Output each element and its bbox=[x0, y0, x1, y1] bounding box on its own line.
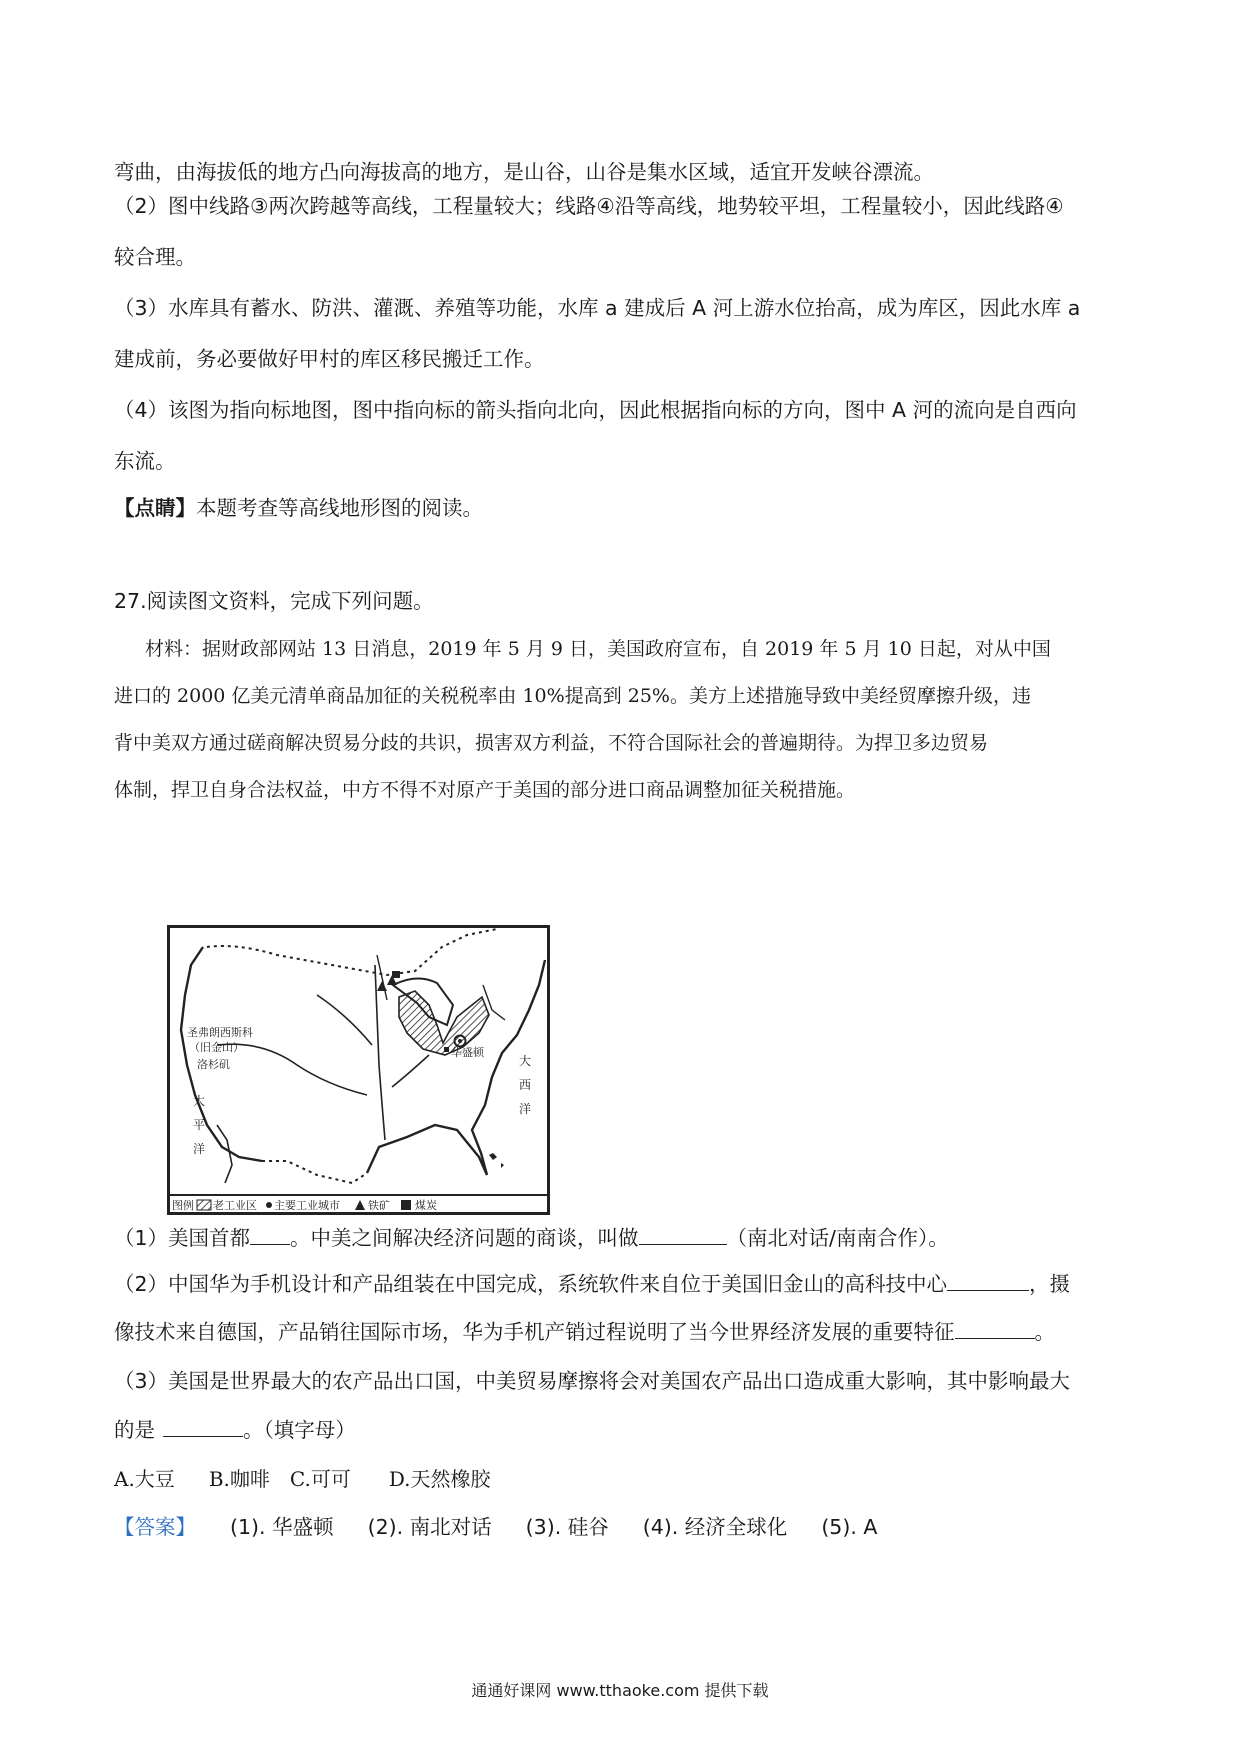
option-c: C.可可 bbox=[289, 1467, 351, 1491]
label-atlantic-3: 洋 bbox=[519, 1102, 532, 1116]
q2-text-d: 。 bbox=[1034, 1320, 1055, 1344]
q3-text-b: 的是 bbox=[114, 1418, 155, 1442]
answer-3: (3). 硅谷 bbox=[525, 1515, 609, 1539]
material-line-1: 材料：据财政部网站 13 日消息，2019 年 5 月 9 日，美国政府宣布，自 2019 年 5 月 10 日起，对从中国 bbox=[145, 638, 1051, 660]
sub-question-3-line-1: （3）美国是世界最大的农产品出口国，中美贸易摩擦将会对美国农产品出口造成重大影响，其中影响最大 bbox=[114, 1369, 1071, 1393]
material-line-4: 体制，捍卫自身合法权益，中方不得不对原产于美国的部分进口商品调整加征关税措施。 bbox=[114, 779, 856, 801]
answer-1: (1). 华盛顿 bbox=[230, 1515, 334, 1539]
legend-old-industrial: 老工业区 bbox=[213, 1199, 257, 1212]
label-pacific-3: 洋 bbox=[193, 1142, 206, 1156]
option-d: D.天然橡胶 bbox=[388, 1467, 491, 1491]
label-washington: 华盛顿 bbox=[451, 1046, 484, 1059]
q1-blank-capital[interactable] bbox=[250, 1244, 290, 1245]
q3-blank-letter[interactable] bbox=[163, 1436, 243, 1437]
legend-title: 图例 bbox=[172, 1199, 194, 1212]
sub-question-2-line-2 bbox=[114, 1318, 1055, 1346]
usa-industrial-map bbox=[167, 925, 550, 1215]
options-row bbox=[114, 1465, 491, 1493]
q2-text-c: 像技术来自德国，产品销往国际市场，华为手机产销过程说明了当今世界经济发展的重要特征 bbox=[114, 1320, 955, 1344]
legend-city-dot bbox=[266, 1202, 272, 1208]
label-pacific-1: 太 bbox=[193, 1094, 206, 1108]
page-footer: 通通好课网 www.tthaoke.com 提供下载 bbox=[471, 1681, 769, 1700]
q2-blank-tech-center[interactable] bbox=[947, 1290, 1029, 1291]
answer-5: (5). A bbox=[821, 1515, 878, 1539]
material-line-2: 进口的 2000 亿美元清单商品加征的关税税率由 10%提高到 25%。美方上述措施导致中美经贸摩擦升级，违 bbox=[114, 685, 1031, 707]
sub-question-2-line-1 bbox=[114, 1270, 1070, 1298]
legend-coal: 煤炭 bbox=[415, 1199, 437, 1212]
city-marker-dot bbox=[458, 1039, 462, 1043]
label-atlantic-2: 西 bbox=[519, 1078, 532, 1092]
question-27-title: 27.阅读图文资料，完成下列问题。 bbox=[114, 589, 434, 613]
q2-text-a: （2）中国华为手机设计和产品组装在中国完成，系统软件来自位于美国旧金山的高科技中心 bbox=[114, 1272, 948, 1296]
sub-question-1 bbox=[114, 1224, 949, 1252]
q2-blank-feature[interactable] bbox=[955, 1338, 1035, 1339]
q2-text-b: ，摄 bbox=[1029, 1272, 1071, 1296]
label-pacific-2: 平 bbox=[193, 1118, 206, 1132]
legend-coal-square bbox=[401, 1200, 411, 1210]
prev-answer-q4-line-1: （4）该图为指向标地图，图中指向标的箭头指向北向，因此根据指向标的方向，图中 A 河的流向是自西向 bbox=[114, 398, 1077, 422]
answer-row bbox=[114, 1513, 877, 1541]
q1-text-a: （1）美国首都 bbox=[114, 1226, 251, 1250]
point-note bbox=[114, 494, 483, 522]
prev-answer-q3-line-2: 建成前，务必要做好甲村的库区移民搬迁工作。 bbox=[114, 347, 545, 371]
coal-marker bbox=[392, 971, 400, 978]
label-sf-alt: （旧金山） bbox=[189, 1041, 244, 1054]
prev-answer-q2-line-2: 较合理。 bbox=[114, 245, 196, 269]
q1-text-b: 。中美之间解决经济问题的商谈，叫做 bbox=[290, 1226, 639, 1250]
prev-answer-q2-line-1: （2）图中线路③两次跨越等高线，工程量较大；线路④沿等高线，地势较平坦，工程量较小，因此线路④ bbox=[114, 194, 1064, 218]
prev-answer-q4-line-2: 东流。 bbox=[114, 449, 176, 473]
point-tag: 【点睛】 bbox=[114, 496, 196, 520]
label-la: 洛杉矶 bbox=[197, 1058, 230, 1071]
material-line-3: 背中美双方通过磋商解决贸易分歧的共识，损害双方利益，不符合国际社会的普遍期待。为捍卫多边贸易 bbox=[114, 732, 989, 754]
legend-city: 主要工业城市 bbox=[274, 1199, 340, 1212]
q1-text-c: （南北对话/南南合作）。 bbox=[726, 1226, 949, 1250]
prev-answer-line-1: 弯曲，由海拔低的地方凸向海拔高的地方，是山谷，山谷是集水区域，适宜开发峡谷漂流。 bbox=[114, 160, 934, 184]
q3-text-c: 。（填字母） bbox=[243, 1418, 356, 1442]
answer-2: (2). 南北对话 bbox=[367, 1515, 492, 1539]
label-sf: 圣弗朗西斯科 bbox=[187, 1026, 253, 1039]
prev-answer-q3-line-1: （3）水库具有蓄水、防洪、灌溉、养殖等功能，水库 a 建成后 A 河上游水位抬高，成为库区，因此水库 a bbox=[114, 296, 1081, 320]
q1-blank-talks[interactable] bbox=[639, 1244, 727, 1245]
legend-hatch-swatch bbox=[197, 1200, 211, 1210]
option-b: B.咖啡 bbox=[208, 1467, 270, 1491]
point-text: 本题考查等高线地形图的阅读。 bbox=[196, 496, 483, 520]
label-atlantic-1: 大 bbox=[519, 1054, 532, 1068]
option-a: A.大豆 bbox=[114, 1467, 175, 1491]
sub-question-3-line-2 bbox=[114, 1416, 356, 1444]
answer-tag: 【答案】 bbox=[114, 1515, 196, 1539]
answer-4: (4). 经济全球化 bbox=[642, 1515, 788, 1539]
washington-marker bbox=[444, 1047, 449, 1052]
legend-iron: 铁矿 bbox=[368, 1199, 390, 1212]
